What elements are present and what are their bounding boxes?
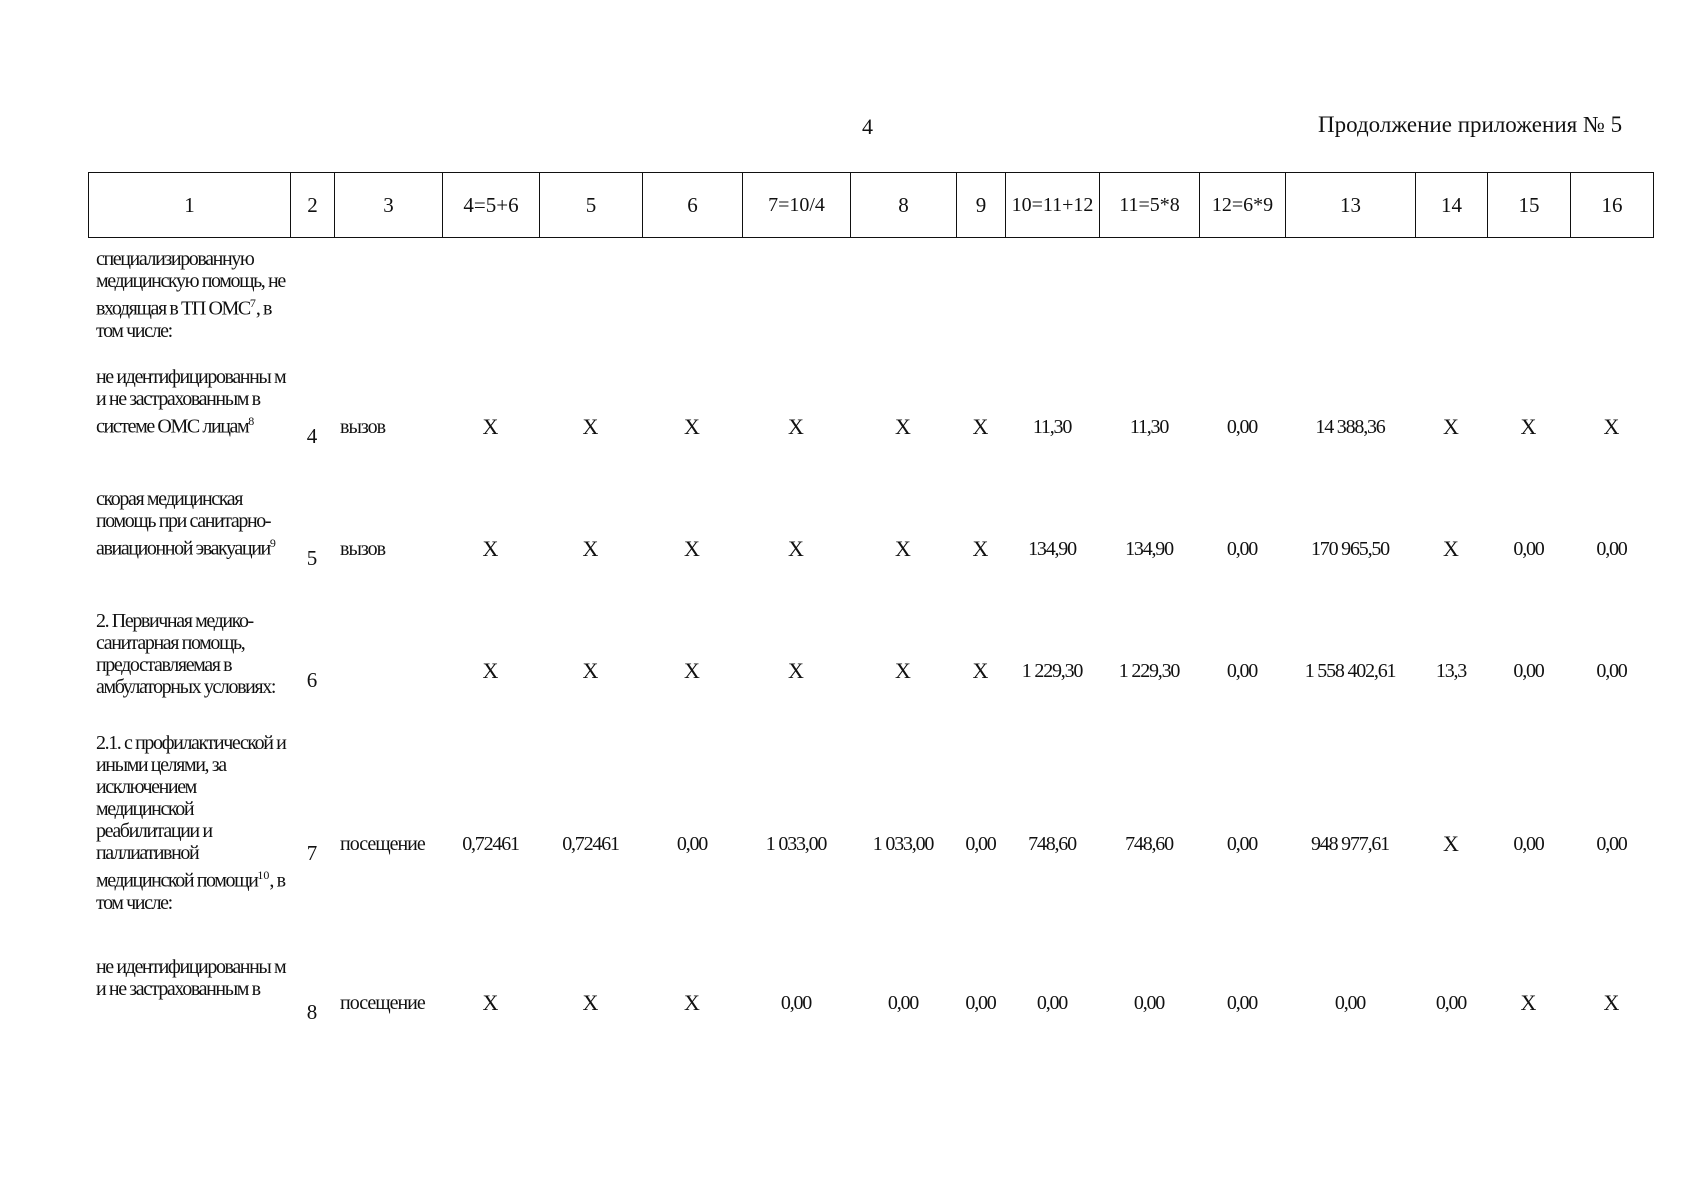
cell-col-10: 11,30 [1032, 415, 1072, 438]
cell-col-9: 0,00 [965, 991, 996, 1014]
cell-col-7 [742, 248, 850, 366]
cell-col-12: 0,00 [1226, 415, 1258, 438]
row-number: 4 [306, 423, 318, 448]
cell-col-9: X [972, 414, 989, 439]
cell-col-4: X [482, 536, 499, 561]
column-header-2: 2 [291, 173, 335, 238]
cell-col-10: 1 229,30 [1021, 659, 1083, 682]
cell-col-13: 1 558 402,61 [1304, 659, 1396, 682]
row-unit: вызов [340, 415, 386, 438]
cell-col-16: 0,00 [1596, 537, 1627, 560]
row-name-text: специализированную медицинскую помощь, не входящая в ТП ОМС [96, 248, 285, 320]
table-row [88, 248, 1653, 366]
cell-col-10: 0,00 [1036, 991, 1068, 1014]
cell-col-8 [850, 248, 956, 366]
cell-col-4 [442, 248, 539, 366]
cell-col-14: 13,3 [1435, 659, 1467, 682]
cell-col-16 [1570, 248, 1653, 366]
row-name-tail: , в том числе: [96, 869, 285, 914]
row-name [88, 732, 290, 956]
cell-col-14: X [1443, 536, 1459, 561]
row-unit: посещение [340, 832, 425, 855]
cell-col-4: X [482, 414, 499, 439]
cell-col-7: 0,00 [780, 991, 812, 1014]
cell-col-5: 0,72461 [562, 832, 619, 855]
cell-col-5 [539, 248, 642, 366]
cell-col-6: X [684, 414, 700, 439]
row-unit [334, 610, 442, 732]
cell-col-13: 0,00 [1334, 991, 1366, 1014]
cell-col-12: 0,00 [1226, 991, 1258, 1014]
cell-col-5: X [582, 658, 599, 683]
cell-col-7: X [788, 414, 804, 439]
row-name-text: 2.1. с профилактической и иными целями, за исключением медицинской реабилитации и паллиативной медицинской помощи [96, 732, 286, 892]
row-name-text: 2. Первичная медико-санитарная помощь, предоставляемая в амбулаторных условиях: [96, 610, 275, 698]
cell-col-4: X [482, 658, 499, 683]
row-number: 5 [306, 545, 318, 570]
page-caption: Продолжение приложения № 5 [1318, 112, 1623, 137]
column-header-14: 14 [1416, 173, 1488, 238]
column-header-11: 11=5*8 [1100, 173, 1200, 238]
cell-col-14: X [1443, 414, 1459, 439]
cell-col-16: X [1603, 414, 1620, 439]
row-name [88, 488, 290, 610]
cell-col-11: 0,00 [1133, 991, 1165, 1014]
data-table-body [88, 248, 1653, 1050]
footnote-ref: 8 [248, 414, 255, 428]
cell-col-8: 0,00 [887, 991, 919, 1014]
cell-col-12: 0,00 [1226, 832, 1258, 855]
row-name-tail: , в том числе: [96, 297, 272, 342]
cell-col-4: X [482, 990, 499, 1015]
row-number: 7 [306, 840, 318, 865]
row-unit: вызов [340, 537, 386, 560]
cell-col-10 [1005, 248, 1099, 366]
cell-col-15: X [1520, 414, 1537, 439]
row-name [88, 610, 290, 732]
cell-col-11 [1099, 248, 1199, 366]
cell-col-7: X [788, 536, 804, 561]
column-header-4: 4=5+6 [443, 173, 540, 238]
cell-col-13: 14 388,36 [1315, 415, 1385, 438]
column-header-7: 7=10/4 [743, 173, 851, 238]
cell-col-15: 0,00 [1513, 537, 1544, 560]
cell-col-8: 1 033,00 [872, 832, 934, 855]
column-header-10: 10=11+12 [1006, 173, 1100, 238]
cell-col-12: 0,00 [1226, 537, 1258, 560]
page-number: 4 [862, 114, 873, 139]
cell-col-15: 0,00 [1513, 832, 1544, 855]
row-unit [334, 248, 442, 366]
footnote-ref: 10 [257, 868, 270, 882]
row-name [88, 366, 290, 488]
cell-col-15 [1487, 248, 1570, 366]
cell-col-5: X [582, 414, 599, 439]
column-header-table [88, 172, 1654, 238]
row-number [290, 248, 334, 366]
cell-col-11: 134,90 [1125, 537, 1173, 560]
table-row [88, 610, 1653, 732]
cell-col-16: X [1603, 990, 1620, 1015]
row-name-text: скорая медицинская помощь при санитарно-авиационной эвакуации [96, 488, 271, 560]
cell-col-12: 0,00 [1226, 659, 1258, 682]
cell-col-11: 11,30 [1129, 415, 1169, 438]
cell-col-14 [1415, 248, 1487, 366]
cell-col-6 [642, 248, 742, 366]
column-header-6: 6 [643, 173, 743, 238]
row-number: 6 [306, 667, 318, 692]
cell-col-14: X [1443, 831, 1459, 856]
table-row [88, 366, 1653, 488]
row-number: 8 [306, 999, 318, 1024]
column-header-12: 12=6*9 [1200, 173, 1286, 238]
cell-col-7: X [788, 658, 804, 683]
column-header-13: 13 [1286, 173, 1416, 238]
cell-col-5: X [582, 990, 599, 1015]
row-name [88, 956, 290, 1050]
cell-col-13 [1285, 248, 1415, 366]
column-header-3: 3 [335, 173, 443, 238]
row-unit: посещение [340, 991, 425, 1014]
cell-col-6: X [684, 658, 700, 683]
row-name [88, 248, 290, 366]
cell-col-10: 748,60 [1028, 832, 1076, 855]
row-name-text: не идентифицированны м и не застрахованным в системе ОМС лицам [96, 366, 286, 438]
footnote-ref: 9 [269, 536, 276, 550]
cell-col-4: 0,72461 [462, 832, 519, 855]
footnote-ref: 7 [249, 296, 256, 310]
table-row [88, 488, 1653, 610]
column-header-16: 16 [1571, 173, 1654, 238]
cell-col-13: 948 977,61 [1310, 832, 1389, 855]
cell-col-9: 0,00 [965, 832, 996, 855]
table-row [88, 956, 1653, 1050]
cell-col-10: 134,90 [1028, 537, 1076, 560]
cell-col-13: 170 965,50 [1310, 537, 1389, 560]
cell-col-14: 0,00 [1435, 991, 1467, 1014]
column-header-1: 1 [89, 173, 291, 238]
cell-col-8: X [895, 536, 911, 561]
table-row [88, 732, 1653, 956]
cell-col-15: X [1520, 990, 1537, 1015]
cell-col-6: X [684, 536, 700, 561]
column-header-5: 5 [540, 173, 643, 238]
column-header-8: 8 [851, 173, 957, 238]
cell-col-6: X [684, 990, 700, 1015]
column-header-15: 15 [1488, 173, 1571, 238]
cell-col-11: 748,60 [1125, 832, 1173, 855]
cell-col-15: 0,00 [1513, 659, 1544, 682]
cell-col-16: 0,00 [1596, 832, 1627, 855]
cell-col-9 [956, 248, 1005, 366]
cell-col-6: 0,00 [676, 832, 708, 855]
cell-col-8: X [895, 414, 911, 439]
cell-col-9: X [972, 536, 989, 561]
cell-col-12 [1199, 248, 1285, 366]
cell-col-8: X [895, 658, 911, 683]
cell-col-16: 0,00 [1596, 659, 1627, 682]
cell-col-5: X [582, 536, 599, 561]
cell-col-7: 1 033,00 [765, 832, 827, 855]
cell-col-9: X [972, 658, 989, 683]
row-name-text: не идентифицированны м и не застрахованным в [96, 956, 286, 1000]
cell-col-11: 1 229,30 [1118, 659, 1180, 682]
column-number-row [89, 173, 1654, 238]
column-header-9: 9 [957, 173, 1006, 238]
